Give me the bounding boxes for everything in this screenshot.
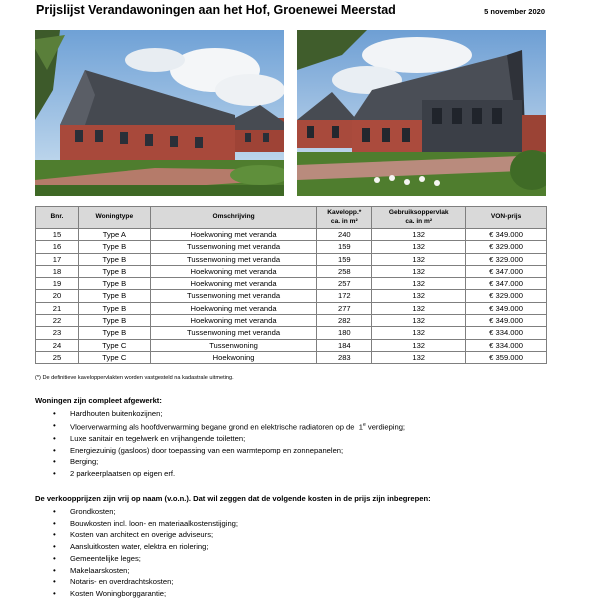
table-row <box>36 351 547 363</box>
plot-area-cell: 159 <box>317 241 372 253</box>
plot-area-cell: 282 <box>317 315 372 327</box>
column-header: Woningtype <box>78 207 150 229</box>
floor-number: 1 <box>358 422 363 432</box>
table-row <box>36 315 547 327</box>
plot-area-cell: 240 <box>317 229 372 241</box>
floor-area-cell: 132 <box>372 229 466 241</box>
table-body <box>36 229 547 364</box>
list-item: • Hardhouten buitenkozijnen; <box>53 408 405 420</box>
floor-area-cell: 132 <box>372 253 466 265</box>
description-cell: Hoekwoning met veranda <box>150 302 317 314</box>
list-item: • Notaris- en overdrachtskosten; <box>53 576 431 588</box>
description-cell: Tussenwoning met veranda <box>150 290 317 302</box>
plot-area-cell: 257 <box>317 278 372 290</box>
list-item-text: verdieping; <box>367 422 406 432</box>
price-cell: € 349.000 <box>466 229 547 241</box>
house-type-cell: Type B <box>78 315 150 327</box>
plot-area-cell: 159 <box>317 253 372 265</box>
floor-area-cell: 132 <box>372 302 466 314</box>
lot-number-cell: 21 <box>36 302 79 314</box>
floor-area-cell: 132 <box>372 351 466 363</box>
floor-area-cell: 132 <box>372 339 466 351</box>
house-type-cell: Type A <box>78 229 150 241</box>
price-cell: € 334.000 <box>466 339 547 351</box>
list-item-text: Vloerverwarming als hoofdverwarming begane grond en elektrische radiatoren op de <box>70 422 355 432</box>
floor-area-cell: 132 <box>372 265 466 277</box>
lot-number-cell: 15 <box>36 229 79 241</box>
lot-number-cell: 16 <box>36 241 79 253</box>
floor-area-cell: 132 <box>372 278 466 290</box>
document-title: Prijslijst Verandawoningen aan het Hof, Groenewei Meerstad <box>36 3 396 17</box>
list-item: • Energiezuinig (gasloos) door toepassing van een warmtepomp en zonnepanelen; <box>53 445 405 457</box>
table-header-row <box>36 207 547 229</box>
list-item: • Aansluitkosten water, elektra en riolering; <box>53 541 431 553</box>
costs-title: De verkoopprijzen zijn vrij op naam (v.o.n.). Dat wil zeggen dat de volgende kosten in de prijs zijn inbegrepen: <box>35 494 431 503</box>
price-cell: € 347.000 <box>466 278 547 290</box>
plot-area-cell: 180 <box>317 327 372 339</box>
house-type-cell: Type C <box>78 351 150 363</box>
price-cell: € 329.000 <box>466 253 547 265</box>
lot-number-cell: 24 <box>36 339 79 351</box>
floor-area-cell: 132 <box>372 290 466 302</box>
list-item <box>53 420 405 433</box>
list-item: • Berging; <box>53 456 405 468</box>
list-item: • Kosten van architect en overige adviseurs; <box>53 529 431 541</box>
description-cell: Tussenwoning met veranda <box>150 253 317 265</box>
column-header: Kavelopp.* ca. in m² <box>317 207 372 229</box>
column-header: Bnr. <box>36 207 79 229</box>
costs-section <box>35 494 431 600</box>
lot-number-cell: 20 <box>36 290 79 302</box>
lot-number-cell: 19 <box>36 278 79 290</box>
list-item: • Luxe sanitair en tegelwerk en vrijhangende toiletten; <box>53 433 405 445</box>
left-photo <box>35 30 284 196</box>
house-type-cell: Type B <box>78 290 150 302</box>
column-header: Omschrijving <box>150 207 317 229</box>
document-date: 5 november 2020 <box>484 7 545 16</box>
house-type-cell: Type B <box>78 241 150 253</box>
table-row <box>36 327 547 339</box>
features-section <box>35 396 405 480</box>
house-type-cell: Type B <box>78 265 150 277</box>
floor-area-cell: 132 <box>372 241 466 253</box>
description-cell: Hoekwoning <box>150 351 317 363</box>
price-cell: € 359.000 <box>466 351 547 363</box>
plot-area-cell: 184 <box>317 339 372 351</box>
price-cell: € 329.000 <box>466 290 547 302</box>
features-title: Woningen zijn compleet afgewerkt: <box>35 396 162 405</box>
table-row <box>36 302 547 314</box>
house-type-cell: Type B <box>78 278 150 290</box>
list-item: • Gemeentelijke leges; <box>53 553 431 565</box>
right-photo <box>297 30 546 196</box>
floor-area-cell: 132 <box>372 327 466 339</box>
description-cell: Hoekwoning met veranda <box>150 265 317 277</box>
description-cell: Hoekwoning met veranda <box>150 315 317 327</box>
costs-list <box>35 506 431 600</box>
price-cell: € 349.000 <box>466 302 547 314</box>
description-cell: Tussenwoning met veranda <box>150 327 317 339</box>
table-row <box>36 253 547 265</box>
price-table <box>35 206 547 364</box>
description-cell: Tussenwoning met veranda <box>150 241 317 253</box>
features-list <box>35 408 405 480</box>
ordinal-suffix: e <box>362 421 366 428</box>
lot-number-cell: 18 <box>36 265 79 277</box>
table-row <box>36 339 547 351</box>
list-item: • 2 parkeerplaatsen op eigen erf. <box>53 468 405 480</box>
list-item: • Grondkosten; <box>53 506 431 518</box>
description-cell: Tussenwoning <box>150 339 317 351</box>
lot-number-cell: 23 <box>36 327 79 339</box>
table-row <box>36 241 547 253</box>
floor-area-cell: 132 <box>372 315 466 327</box>
list-item: • Makelaarskosten; <box>53 565 431 577</box>
table-row <box>36 229 547 241</box>
price-cell: € 349.000 <box>466 315 547 327</box>
house-type-cell: Type C <box>78 339 150 351</box>
plot-area-cell: 277 <box>317 302 372 314</box>
list-item: • Bouwkosten incl. loon- en materiaalkostenstijging; <box>53 518 431 530</box>
price-cell: € 329.000 <box>466 241 547 253</box>
table-row <box>36 278 547 290</box>
house-type-cell: Type B <box>78 327 150 339</box>
lot-number-cell: 22 <box>36 315 79 327</box>
lot-number-cell: 25 <box>36 351 79 363</box>
footnote: (*) De definitieve kaveloppervlakten worden vastgesteld na kadastrale uitmeting. <box>35 375 234 381</box>
lot-number-cell: 17 <box>36 253 79 265</box>
price-cell: € 347.000 <box>466 265 547 277</box>
table-row <box>36 290 547 302</box>
list-item: • Kosten Woningborggarantie; <box>53 588 431 600</box>
column-header: Gebruiksoppervlak ca. in m² <box>372 207 466 229</box>
plot-area-cell: 283 <box>317 351 372 363</box>
description-cell: Hoekwoning met veranda <box>150 229 317 241</box>
column-header: VON-prijs <box>466 207 547 229</box>
house-type-cell: Type B <box>78 302 150 314</box>
house-type-cell: Type B <box>78 253 150 265</box>
description-cell: Hoekwoning met veranda <box>150 278 317 290</box>
price-cell: € 334.000 <box>466 327 547 339</box>
plot-area-cell: 258 <box>317 265 372 277</box>
table-row <box>36 265 547 277</box>
plot-area-cell: 172 <box>317 290 372 302</box>
